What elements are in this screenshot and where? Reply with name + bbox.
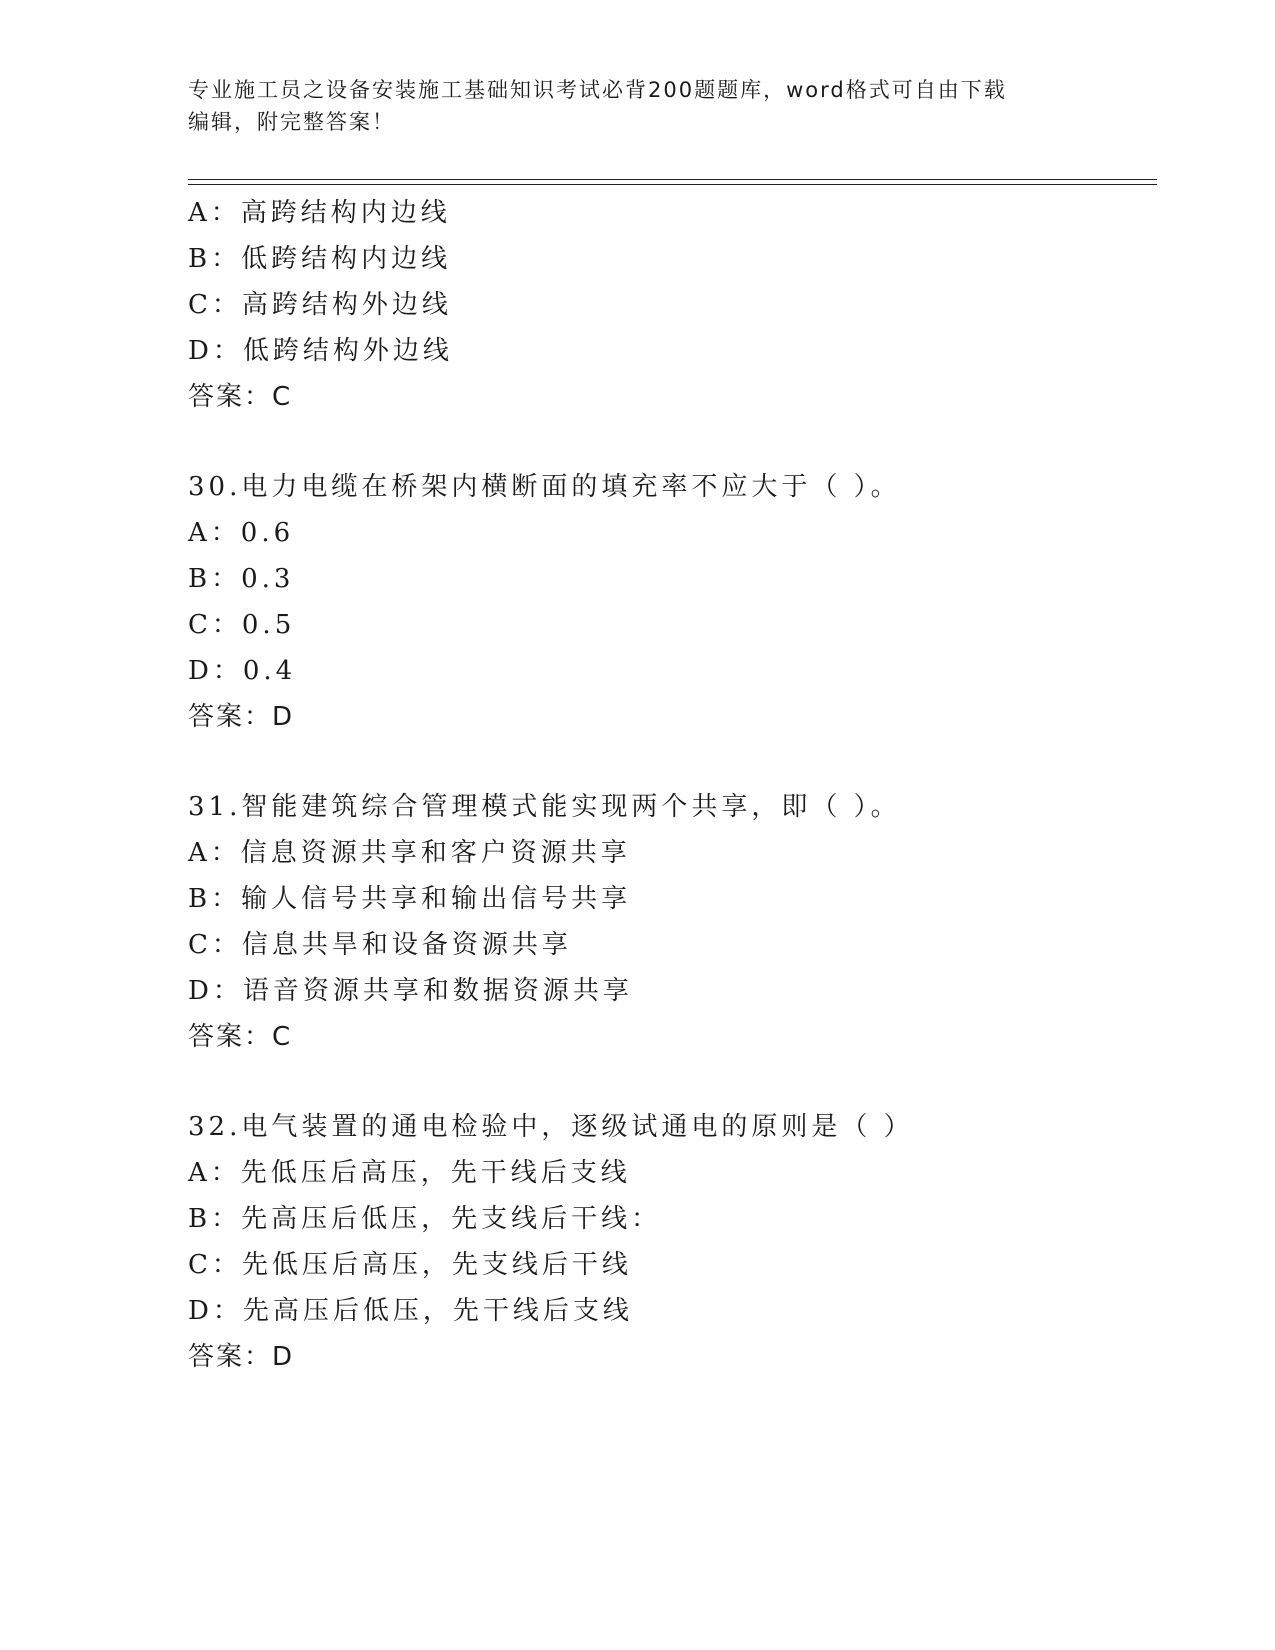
option-a: A：0.6 <box>188 518 295 548</box>
spacer <box>188 740 1148 784</box>
option-c: C：信息共旱和设备资源共享 <box>188 930 572 960</box>
option-b: B：低跨结构内边线 <box>188 244 452 274</box>
option-b: B：输人信号共享和输出信号共享 <box>188 884 632 914</box>
option-d: D：0.4 <box>188 656 297 686</box>
question-block-29 <box>188 190 1148 420</box>
spacer <box>188 420 1148 464</box>
answer-text: 答案：D <box>188 1342 295 1372</box>
spacer <box>188 1060 1148 1104</box>
answer-text: 答案：C <box>188 1022 293 1052</box>
option-c: C：0.5 <box>188 610 296 640</box>
question-block-31 <box>188 784 1148 1060</box>
question-block-32 <box>188 1104 1148 1380</box>
option-a: A：高跨结构内边线 <box>188 198 451 228</box>
option-a: A：信息资源共享和客户资源共享 <box>188 838 631 868</box>
option-d: D：先高压后低压，先干线后支线 <box>188 1296 633 1326</box>
option-c: C：高跨结构外边线 <box>188 290 452 320</box>
header-line-1: 专业施工员之设备安装施工基础知识考试必背200题题库，word格式可自由下载 <box>188 78 1007 102</box>
answer-text: 答案：C <box>188 382 293 412</box>
option-d: D：语音资源共享和数据资源共享 <box>188 976 633 1006</box>
answer-text: 答案：D <box>188 702 295 732</box>
header-divider-top <box>188 179 1157 180</box>
question-text: 31.智能建筑综合管理模式能实现两个共享，即（ ）。 <box>188 792 901 822</box>
option-b: B：0.3 <box>188 564 295 594</box>
question-text: 30.电力电缆在桥架内横断面的填充率不应大于（ ）。 <box>188 472 901 502</box>
option-d: D：低跨结构外边线 <box>188 336 453 366</box>
option-a: A：先低压后高压，先干线后支线 <box>188 1158 631 1188</box>
question-text: 32.电气装置的通电检验中，逐级试通电的原则是（ ） <box>188 1112 914 1142</box>
question-list <box>188 190 1148 1380</box>
question-block-30 <box>188 464 1148 740</box>
header-divider-bottom <box>188 184 1157 185</box>
option-c: C：先低压后高压，先支线后干线 <box>188 1250 632 1280</box>
header-line-2: 编辑，附完整答案！ <box>188 110 395 134</box>
document-header <box>188 74 1088 138</box>
option-b: B：先高压后低压，先支线后干线： <box>188 1204 662 1234</box>
